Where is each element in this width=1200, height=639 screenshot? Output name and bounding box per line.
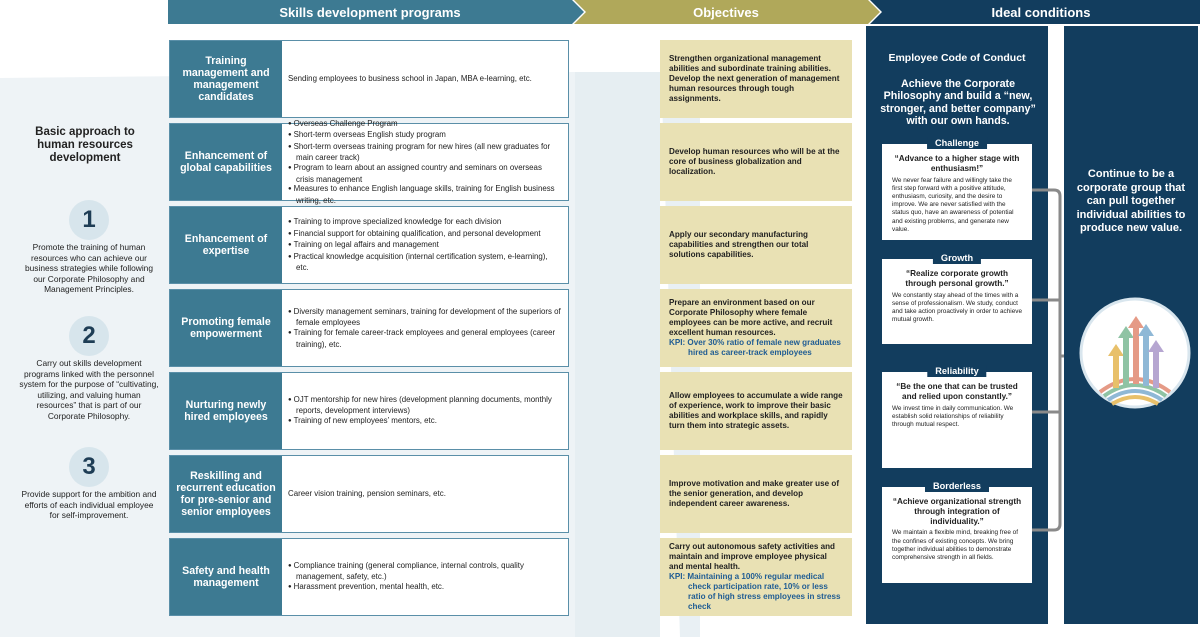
program-bullet: ● Program to learn about an assigned country and seminars on overseas crisis management: [288, 163, 562, 184]
value-heading: Borderless: [925, 480, 989, 492]
program-description: [282, 539, 568, 615]
approach-item-1: [14, 200, 164, 295]
program-text: Sending employees to business school in Japan, MBA e-learning, etc.: [288, 74, 532, 84]
objective-box: [660, 206, 852, 284]
program-bullet: ● Short-term overseas training program for new hires (all new graduates for main career track): [288, 142, 562, 163]
program-label: Training management and management candidates: [170, 41, 282, 117]
objective-text: Carry out autonomous safety activities and maintain and improve employee physical and mental health.: [669, 542, 835, 571]
objective-text: Improve motivation and make greater use of the senior generation, and develop independent career awareness.: [669, 479, 840, 508]
approach-item-2: [14, 316, 164, 422]
program-row-safety: [169, 538, 569, 616]
program-description: [282, 456, 568, 532]
program-bullet: ● Financial support for obtaining qualification, and personal development: [288, 229, 562, 241]
objective-box: [660, 538, 852, 616]
value-quote: “Realize corporate growth through personal growth.”: [905, 269, 1009, 288]
objective-text: Apply our secondary manufacturing capabilities and strengthen our total solutions capabilities.: [669, 230, 809, 259]
approach-text-3: Provide support for the ambition and efforts of each individual employee for self-improvement.: [21, 489, 157, 521]
program-description: [282, 118, 568, 205]
basic-approach-title: Basic approach to human resources development: [35, 126, 135, 164]
basic-approach: [10, 120, 160, 165]
program-bullet: ● Practical knowledge acquisition (internal certification system, e-learning), etc.: [288, 252, 562, 273]
header-objectives: Objectives: [693, 4, 759, 20]
objective-kpi: KPI: Over 30% ratio of female new graduates hired as career-track employees: [669, 338, 841, 357]
value-description: We invest time in daily communication. We establish solid relationships of reliability through mutual respect.: [892, 404, 1014, 428]
program-description: [282, 41, 568, 117]
objective-box: [660, 455, 852, 533]
approach-number-3: 3: [69, 447, 109, 487]
program-description: [282, 207, 568, 283]
approach-text-1: Promote the training of human resources who can achieve our business strategies while following our Corporate Philosophy and Management Principles.: [24, 242, 154, 295]
value-heading: Challenge: [927, 137, 987, 149]
program-text: Career vision training, pension seminars, etc.: [288, 489, 446, 499]
program-description: [282, 373, 568, 449]
program-label: Safety and health management: [170, 539, 282, 615]
program-label: Enhancement of expertise: [170, 207, 282, 283]
program-bullet: ● OJT mentorship for new hires (development planning documents, monthly reports, development interviews): [288, 395, 562, 416]
program-bullet: ● Overseas Challenge Program: [288, 119, 562, 131]
program-bullet: ● Compliance training (general compliance, internal controls, quality management, safety, etc.): [288, 561, 562, 582]
objective-text: Prepare an environment based on our Corporate Philosophy where female employees can be more active, and recruit excellent human resources.: [669, 298, 833, 337]
program-row-female: [169, 289, 569, 367]
program-bullet: ● Measures to enhance English language skills, training for English business writing, etc.: [288, 184, 562, 205]
value-card-growth: [882, 253, 1032, 344]
program-bullet: ● Training for female career-track employees and general employees (career training), etc.: [288, 328, 562, 349]
program-label: Enhancement of global capabilities: [170, 124, 282, 200]
value-quote: “Advance to a higher stage with enthusiasm!”: [894, 154, 1020, 173]
program-row-global: [169, 118, 569, 205]
program-label: Reskilling and recurrent education for pre-senior and senior employees: [170, 456, 282, 532]
approach-number-2: 2: [69, 316, 109, 356]
objective-box: [660, 40, 852, 118]
approach-item-3: [14, 447, 164, 521]
objective-box: [660, 289, 852, 367]
approach-text-2: Carry out skills development programs linked with the personnel system for the purpose of “cultivating, utilizing, and valuing human resources” that is part of our Corporate Philosophy.: [19, 358, 159, 421]
value-quote: “Achieve organizational strength through integration of individuality.”: [892, 497, 1022, 526]
program-label: Nurturing newly hired employees: [170, 373, 282, 449]
value-description: We maintain a flexible mind, breaking free of the confines of existing concepts. We bring together individual abilities to demonstrate comprehensive strength in all fields.: [892, 529, 1018, 561]
value-card-borderless: [882, 481, 1032, 583]
objective-text: Strengthen organizational management abilities and subordinate training abilities. Develop the next generation of management human resources through tough assignments.: [669, 54, 840, 103]
program-label: Promoting female empowerment: [170, 290, 282, 366]
code-of-conduct-subtitle: Achieve the Corporate Philosophy and build a “new, stronger, and better company” with our own hands.: [880, 78, 1036, 128]
program-bullet: ● Harassment prevention, mental health, etc.: [288, 582, 562, 594]
program-description: [282, 290, 568, 366]
rising-arrows-icon: [1078, 296, 1192, 410]
program-row-expertise: [169, 206, 569, 284]
program-bullet: ● Training on legal affairs and management: [288, 240, 562, 252]
value-description: We never fear failure and willingly take the first step forward with a positive attitude, enthusiasm, curiosity, and the desire to improve. We are never satisfied with the status quo, have an awareness of potential and existing problems, and generate new value.: [892, 176, 1014, 233]
program-bullet: ● Training to improve specialized knowledge for each division: [288, 217, 562, 229]
program-row-management: [169, 40, 569, 118]
objective-box: [660, 372, 852, 450]
objective-box: [660, 123, 852, 201]
program-bullet: ● Diversity management seminars, training for development of the superiors of female employees: [288, 307, 562, 328]
header-ideal-conditions: Ideal conditions: [991, 4, 1091, 20]
program-row-new-hires: [169, 372, 569, 450]
code-of-conduct-title: Employee Code of Conduct: [888, 52, 1026, 64]
value-quote: “Be the one that can be trusted and relied upon constantly.”: [896, 382, 1018, 401]
program-bullet: ● Training of new employees’ mentors, etc.: [288, 416, 562, 428]
objective-text: Develop human resources who will be at the core of business globalization and localization.: [669, 147, 840, 176]
value-description: We constantly stay ahead of the times with a sense of professionalism. We study, conduct and take action proactively in order to achieve mutual growth.: [892, 291, 1023, 324]
program-bullet: ● Short-term overseas English study program: [288, 130, 562, 142]
objective-text: Allow employees to accumulate a wide range of experience, work to improve their basic abilities and workplace skills, and rapidly turn them into strategic assets.: [669, 391, 843, 430]
value-heading: Reliability: [927, 365, 986, 377]
value-card-reliability: [882, 366, 1032, 468]
ideal-conditions-text: Continue to be a corporate group that can pull together individual abilities to produce new value.: [1076, 168, 1186, 235]
program-row-reskilling: [169, 455, 569, 533]
value-heading: Growth: [933, 252, 981, 264]
header-programs: Skills development programs: [279, 4, 461, 20]
objective-kpi: KPI: Maintaining a 100% regular medical check participation rate, 10% or less ratio of high stress employees in stress check: [669, 572, 841, 611]
value-card-challenge: [882, 138, 1032, 240]
approach-number-1: 1: [69, 200, 109, 240]
